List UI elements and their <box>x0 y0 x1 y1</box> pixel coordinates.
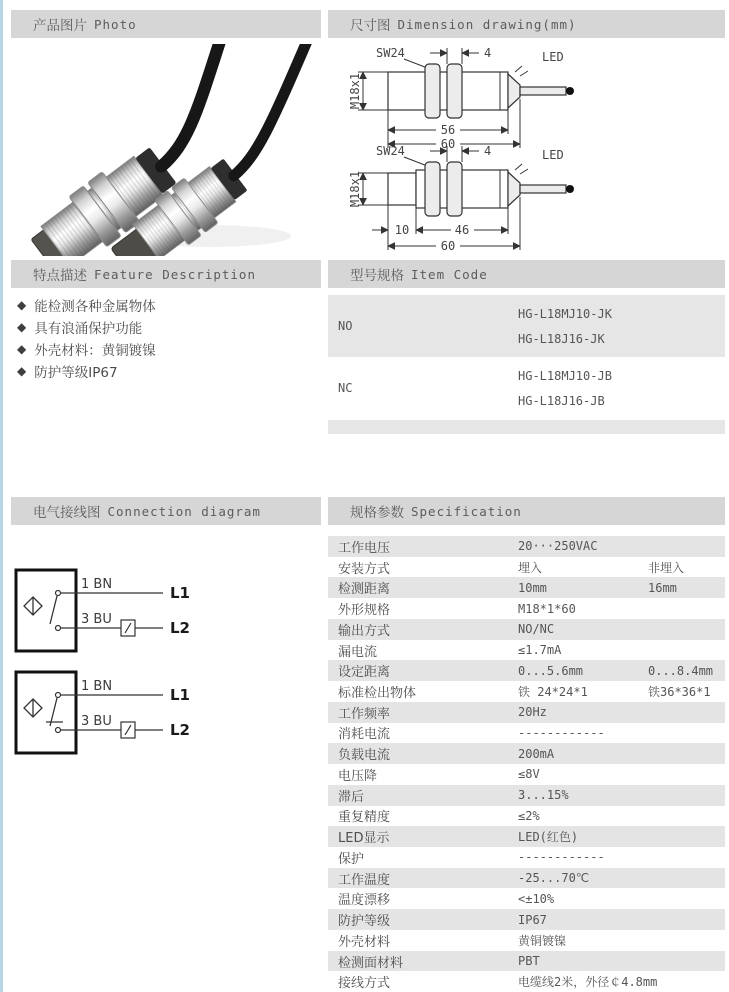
wire-label-bu: 3 BU <box>81 714 112 729</box>
spec-title-zh: 规格参数 <box>350 505 404 521</box>
spec-row <box>328 640 725 661</box>
wrench-label: SW24 <box>376 46 405 60</box>
specification-table <box>328 536 725 992</box>
spec-row <box>328 536 725 557</box>
spec-label: 接线方式 <box>338 976 391 992</box>
spec-label: LED显示 <box>338 831 390 847</box>
tip-length-dim: 10 <box>394 223 410 237</box>
diamond-bullet-icon: ◆ <box>17 364 27 378</box>
spec-label: 设定距离 <box>338 665 391 681</box>
spec-value: NO/NC <box>518 622 555 637</box>
item-code-value: HG-L18J16-JK <box>518 331 605 346</box>
spec-value: -25...70℃ <box>518 871 590 886</box>
nut-width-label: 4 <box>484 144 492 158</box>
dimension-drawings <box>328 38 725 256</box>
spec-value: ≤2% <box>518 808 540 823</box>
thread-label: M18x1 <box>348 72 362 110</box>
spec-value: IP67 <box>518 912 547 927</box>
spec-row <box>328 723 725 744</box>
spec-row <box>328 951 725 972</box>
spec-section-header <box>328 497 725 525</box>
spec-value: 0...5.6mm <box>518 663 584 678</box>
spec-row <box>328 660 725 681</box>
wiring-diagram-nc <box>13 660 208 764</box>
dimension-drawing-nonflush <box>346 142 716 260</box>
feature-item <box>11 360 321 382</box>
spec-label: 安装方式 <box>338 561 391 577</box>
spec-value: 埋入 <box>518 560 543 575</box>
spec-label: 工作温度 <box>338 872 391 888</box>
item-code-rows <box>328 295 725 419</box>
wiring-diagram-no <box>13 558 208 662</box>
thread-length-dim: 46 <box>454 223 470 237</box>
led-label: LED <box>542 148 564 162</box>
line-label-l2: L2 <box>170 721 190 739</box>
thread-label: M18x1 <box>348 170 362 208</box>
connection-section-header <box>11 497 321 525</box>
nut-width-label: 4 <box>484 46 492 60</box>
spec-value-2: 0...8.4mm <box>648 663 714 678</box>
connection-title-zh: 电气接线图 <box>33 505 101 521</box>
spec-row <box>328 681 725 702</box>
feature-item <box>11 294 321 316</box>
spec-value: 黄铜镀镍 <box>518 933 567 948</box>
total-length-dim: 60 <box>440 239 456 253</box>
spec-label: 检测距离 <box>338 582 391 598</box>
item-code-value: HG-L18MJ10-JB <box>518 368 612 383</box>
line-label-l2: L2 <box>170 619 190 637</box>
spec-row <box>328 806 725 827</box>
dimension-title-zh: 尺寸图 <box>350 18 391 34</box>
features-title-en: Feature Description <box>94 266 256 282</box>
total-length-dim: 60 <box>440 137 456 151</box>
spec-label: 外形规格 <box>338 603 391 619</box>
spec-row <box>328 888 725 909</box>
spec-row <box>328 557 725 578</box>
spec-label: 消耗电流 <box>338 727 391 743</box>
spec-row <box>328 909 725 930</box>
item-code-value: HG-L18MJ10-JK <box>518 306 612 321</box>
spec-value-2: 铁36*36*1 <box>648 685 711 699</box>
item-code-value: HG-L18J16-JB <box>518 393 605 408</box>
line-label-l1: L1 <box>170 686 190 704</box>
feature-item <box>11 338 321 360</box>
feature-text: 具有浪涌保护功能 <box>34 321 143 337</box>
spec-value: 200mA <box>518 746 555 761</box>
spec-row <box>328 868 725 889</box>
item-code-title-en: Item Code <box>411 266 488 282</box>
spec-label: 标准检出物体 <box>338 686 417 701</box>
dimension-section-header <box>328 10 725 38</box>
spec-value: 20···250VAC <box>518 539 598 554</box>
line-label-l1: L1 <box>170 584 190 602</box>
spec-label: 工作电压 <box>338 540 391 556</box>
connection-title-en: Connection diagram <box>107 503 261 519</box>
spec-label: 滞后 <box>338 789 365 805</box>
photo-title-en: Photo <box>94 16 137 32</box>
item-code-section-header <box>328 260 725 288</box>
wire-label-bu: 3 BU <box>81 612 112 627</box>
spec-label: 负载电流 <box>338 748 391 764</box>
product-photo <box>11 44 321 256</box>
feature-list <box>11 294 321 382</box>
spec-row <box>328 619 725 640</box>
spec-value: 20Hz <box>518 705 547 720</box>
spec-row <box>328 930 725 951</box>
spec-value: ≤8V <box>518 767 540 782</box>
thread-length-dim: 56 <box>440 123 456 137</box>
spec-row <box>328 847 725 868</box>
wrench-label: SW24 <box>376 144 405 158</box>
feature-text: 能检测各种金属物体 <box>34 299 156 315</box>
spec-label: 温度漂移 <box>338 893 391 909</box>
photo-title-zh: 产品图片 <box>33 18 87 34</box>
item-code-row <box>328 295 725 357</box>
diamond-bullet-icon: ◆ <box>17 298 27 312</box>
spec-value: ------------ <box>518 725 605 740</box>
wire-label-bn: 1 BN <box>81 577 113 592</box>
spec-title-en: Specification <box>411 503 522 519</box>
spec-label: 重复精度 <box>338 810 391 826</box>
photo-section-header <box>11 10 321 38</box>
spec-label: 工作频率 <box>338 706 391 722</box>
code-list <box>518 357 725 419</box>
spec-value: 10mm <box>518 580 547 595</box>
dimension-drawing-flush <box>346 44 716 156</box>
spec-row <box>328 971 725 992</box>
spec-row <box>328 785 725 806</box>
spec-value: LED(红色) <box>518 830 579 845</box>
features-section-header <box>11 260 321 288</box>
spec-row <box>328 702 725 723</box>
output-type-cell: NO <box>338 319 353 333</box>
spec-value: PBT <box>518 954 540 969</box>
feature-text: 防护等级IP67 <box>34 365 118 381</box>
spec-row <box>328 598 725 619</box>
spec-value: 电缆线2米，外径￠4.8mm <box>518 975 658 990</box>
spec-value: ------------ <box>518 850 605 865</box>
spec-label: 防护等级 <box>338 914 391 930</box>
diamond-bullet-icon: ◆ <box>17 342 27 356</box>
spec-value: 铁 24*24*1 <box>518 685 588 699</box>
spec-row <box>328 743 725 764</box>
spec-row <box>328 577 725 598</box>
spec-value: <±10% <box>518 891 555 906</box>
spec-label: 电压降 <box>338 768 378 784</box>
diamond-bullet-icon: ◆ <box>17 320 27 334</box>
spec-row <box>328 764 725 785</box>
spec-value: ≤1.7mA <box>518 643 562 658</box>
features-title-zh: 特点描述 <box>33 268 87 284</box>
spec-value-2: 非埋入 <box>648 560 685 575</box>
spec-value: M18*1*60 <box>518 601 576 616</box>
spec-row <box>328 826 725 847</box>
spec-label: 保护 <box>338 851 365 867</box>
feature-text: 外壳材料：黄铜镀镍 <box>34 343 156 359</box>
wire-label-bn: 1 BN <box>81 679 113 694</box>
spec-label: 外壳材料 <box>338 934 391 950</box>
item-code-title-zh: 型号规格 <box>350 268 404 284</box>
spec-label: 检测面材料 <box>338 955 404 971</box>
spec-value-2: 16mm <box>648 580 677 595</box>
code-list <box>518 295 725 357</box>
output-type-cell: NC <box>338 381 353 395</box>
spec-label: 漏电流 <box>338 644 378 660</box>
dimension-title-en: Dimension drawing(mm) <box>397 16 577 32</box>
led-label: LED <box>542 50 564 64</box>
spec-value: 3...15% <box>518 788 569 803</box>
item-code-table <box>328 295 725 434</box>
item-code-row <box>328 357 725 419</box>
item-code-table-footer <box>328 420 725 434</box>
feature-item <box>11 316 321 338</box>
spec-label: 输出方式 <box>338 623 391 639</box>
